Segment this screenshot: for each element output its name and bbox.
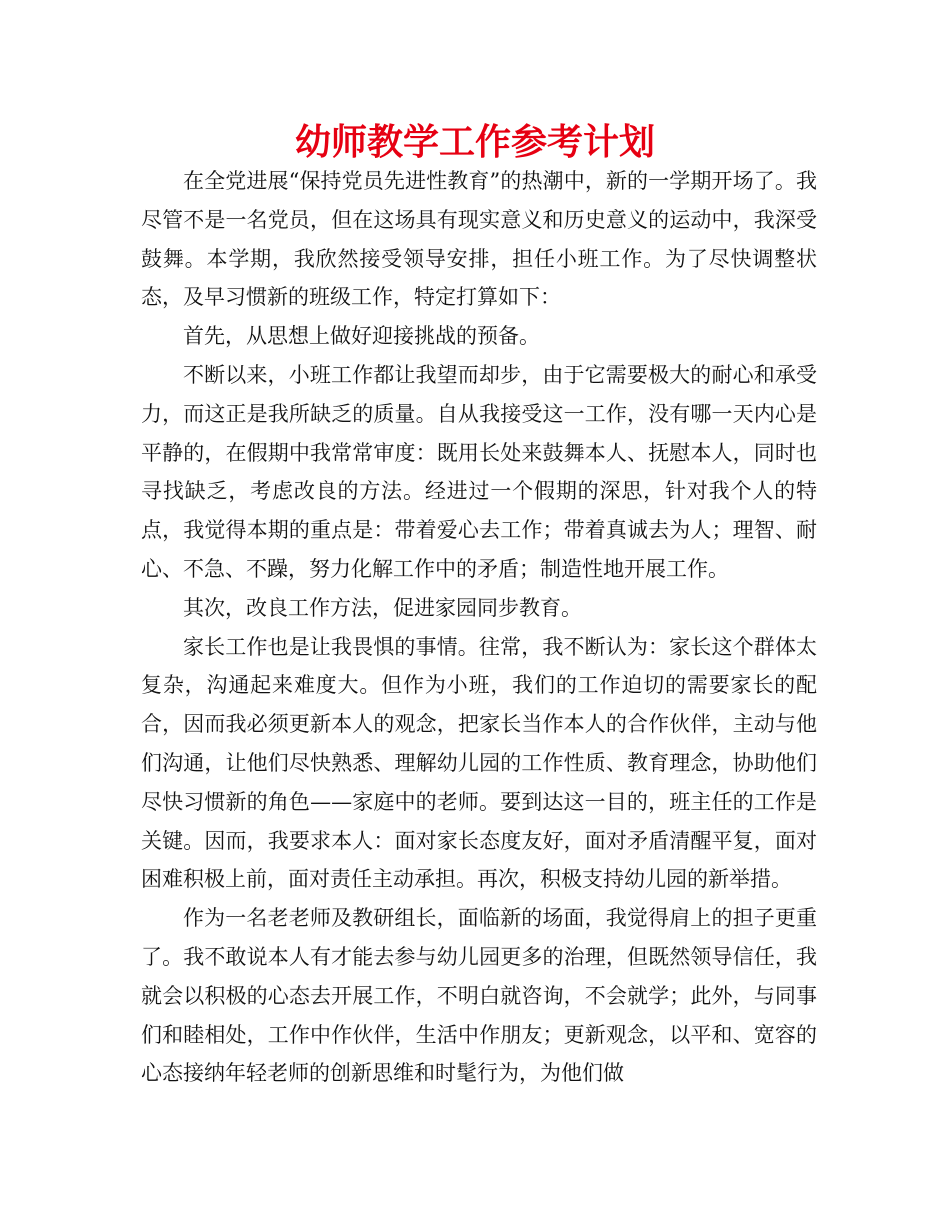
paragraph-heading-second: 其次，改良工作方法，促进家园同步教育。 — [183, 595, 582, 620]
document-body — [141, 162, 817, 1093]
paragraph-small-class-work: 不断以来，小班工作都让我望而却步，由于它需要极大的耐心和承受力，而这正是我所缺乏的质量。自从我接受这一工作，没有哪一天内心是平静的，在假期中我常常审度：既用长处来鼓舞本人、抚慰本人，同时也寻找缺乏，考虑改良的方法。经进过一个假期的深思，针对我个人的特点，我觉得本期的重点是：带着爱心去工作；带着真诚去为人；理智、耐心、不急、不躁，努力化解工作中的矛盾；制造性地开展工作。 — [141, 362, 817, 581]
paragraph-teacher-role: 作为一名老老师及教研组长，面临新的场面，我觉得肩上的担子更重了。我不敢说本人有才能去参与幼儿园更多的治理，但既然领导信任，我就会以积极的心态去开展工作，不明白就咨询，不会就学；此外，与同事们和睦相处，工作中作伙伴，生活中作朋友；更新观念，以平和、宽容的心态接纳年轻老师的创新思维和时髦行为，为他们做 — [141, 906, 817, 1086]
document-title: 幼师教学工作参考计划 — [294, 122, 655, 163]
paragraph-parent-work: 家长工作也是让我畏惧的事情。往常，我不断认为：家长这个群体太复杂，沟通起来难度大。但作为小班，我们的工作迫切的需要家长的配合，因而我必须更新本人的观念，把家长当作本人的合作伙伴，主动与他们沟通，让他们尽快熟悉、理解幼儿园的工作性质、教育理念，协助他们尽快习惯新的角色——家庭中的老师。要到达这一目的，班主任的工作是关键。因而，我要求本人：面对家长态度友好，面对矛盾清醒平复，面对困难积极上前，面对责任主动承担。再次，积极支持幼儿园的新举措。 — [141, 634, 817, 892]
paragraph-intro: 在全党进展“保持党员先进性教育”的热潮中，新的一学期开场了。我尽管不是一名党员，但在这场具有现实意义和历史意义的运动中，我深受鼓舞。本学期，我欣然接受领导安排，担任小班工作。为了尽快调整状态，及早习惯新的班级工作，特定打算如下： — [141, 169, 817, 310]
paragraph-heading-first: 首先，从思想上做好迎接挑战的预备。 — [183, 324, 540, 349]
